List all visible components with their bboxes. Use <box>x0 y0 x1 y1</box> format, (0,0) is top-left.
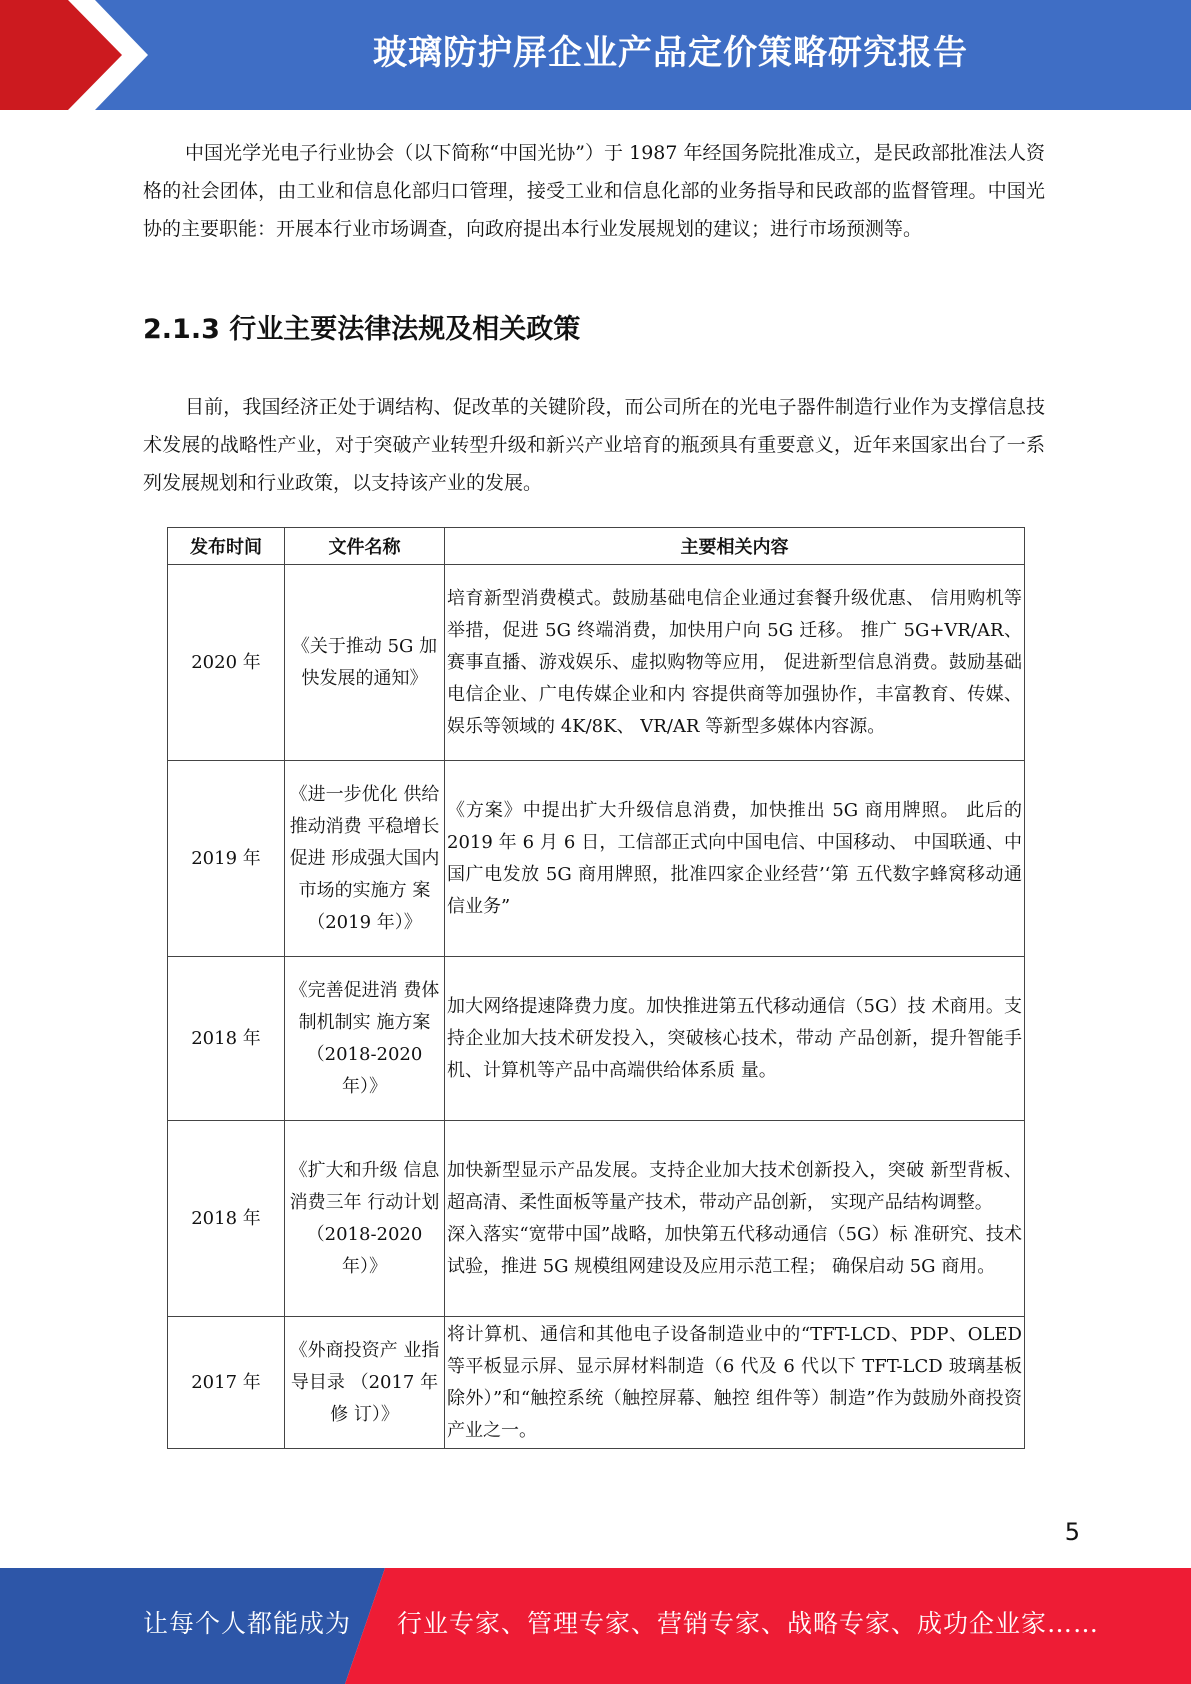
table-row <box>168 761 1025 957</box>
page-number: 5 <box>1064 1518 1080 1546</box>
header-document-name: 文件名称 <box>285 528 445 565</box>
publish-time-cell: 2020 年 <box>168 565 285 761</box>
content-cell: 培育新型消费模式。鼓励基础电信企业通过套餐升级优惠、 信用购机等举措，促进 5G 终端消费，加快用户向 5G 迁移。 推广 5G+VR/AR、赛事直播、游戏娱乐、虚拟购物等应用， 促进新型信息消费。鼓励基础电信企业、广电传媒企业和内 容提供商等加强协作，丰富教育、传媒、娱乐等领域的 4K/8K、 VR/AR 等新型多媒体内容源。 <box>445 565 1025 761</box>
document-name-cell: 《扩大和升级 信息消费三年 行动计划 （2018-2020 年）》 <box>285 1121 445 1317</box>
publish-time-cell: 2018 年 <box>168 1121 285 1317</box>
content-cell: 将计算机、通信和其他电子设备制造业中的“TFT-LCD、PDP、OLED 等平板显示屏、显示屏材料制造（6 代及 6 代以下 TFT-LCD 玻璃基板除外）”和“触控系统（触控屏幕、触控 组件等）制造”作为鼓励外商投资产业之一。 <box>445 1317 1025 1449</box>
policy-table <box>167 527 1025 1449</box>
publish-time-cell: 2019 年 <box>168 761 285 957</box>
publish-time-cell: 2018 年 <box>168 957 285 1121</box>
document-name-cell: 《外商投资产 业指导目录 （2017 年修 订）》 <box>285 1317 445 1449</box>
table-row <box>168 565 1025 761</box>
header-main-content: 主要相关内容 <box>445 528 1025 565</box>
footer-slogan-left: 让每个人都能成为 <box>143 1609 352 1638</box>
intro-paragraph: 中国光学光电子行业协会（以下简称“中国光协”）于 1987 年经国务院批准成立，是民政部批准法人资格的社会团体，由工业和信息化部归口管理，接受工业和信息化部的业务指导和民政部的监督管理。中国光协的主要职能：开展本行业市场调查，向政府提出本行业发展规划的建议；进行市场预测等。 <box>143 142 1045 240</box>
content-cell: 《方案》中提出扩大升级信息消费，加快推出 5G 商用牌照。 此后的 2019 年 6 月 6 日，工信部正式向中国电信、中国移动、 中国联通、中国广电发放 5G 商用牌照，批准四家企业经营’‘第 五代数字蜂窝移动通信业务” <box>445 761 1025 957</box>
footer-slogan-right: 行业专家、管理专家、营销专家、战略专家、成功企业家…… <box>397 1609 1100 1638</box>
content-cell: 加大网络提速降费力度。加快推进第五代移动通信（5G）技 术商用。支持企业加大技术研发投入，突破核心技术，带动 产品创新，提升智能手机、计算机等产品中高端供给体系质 量。 <box>445 957 1025 1121</box>
table-row <box>168 1317 1025 1449</box>
table-row <box>168 1121 1025 1317</box>
document-name-cell: 《关于推动 5G 加快发展的通知》 <box>285 565 445 761</box>
header-publish-time: 发布时间 <box>168 528 285 565</box>
table-header-row <box>168 528 1025 565</box>
document-name-cell: 《进一步优化 供给推动消费 平稳增长促进 形成强大国内 市场的实施方 案（2019 年）》 <box>285 761 445 957</box>
page-footer <box>0 1568 1191 1684</box>
policy-intro-paragraph: 目前，我国经济正处于调结构、促改革的关键阶段，而公司所在的光电子器件制造行业作为支撑信息技术发展的战略性产业，对于突破产业转型升级和新兴产业培育的瓶颈具有重要意义，近年来国家出台了一系列发展规划和行业政策，以支持该产业的发展。 <box>143 396 1045 494</box>
document-name-cell: 《完善促进消 费体制机制实 施方案 （2018-2020 年）》 <box>285 957 445 1121</box>
content-cell: 加快新型显示产品发展。支持企业加大技术创新投入，突破 新型背板、超高清、柔性面板等量产技术，带动产品创新， 实现产品结构调整。 深入落实“宽带中国”战略，加快第五代移动通信（5G）标 准研究、技术试验，推进 5G 规模组网建设及应用示范工程； 确保启动 5G 商用。 <box>445 1121 1025 1317</box>
publish-time-cell: 2017 年 <box>168 1317 285 1449</box>
report-title: 玻璃防护屏企业产品定价策略研究报告 <box>373 33 968 73</box>
section-heading: 2.1.3 行业主要法律法规及相关政策 <box>143 314 581 345</box>
table-row <box>168 957 1025 1121</box>
page-header <box>0 0 1191 110</box>
